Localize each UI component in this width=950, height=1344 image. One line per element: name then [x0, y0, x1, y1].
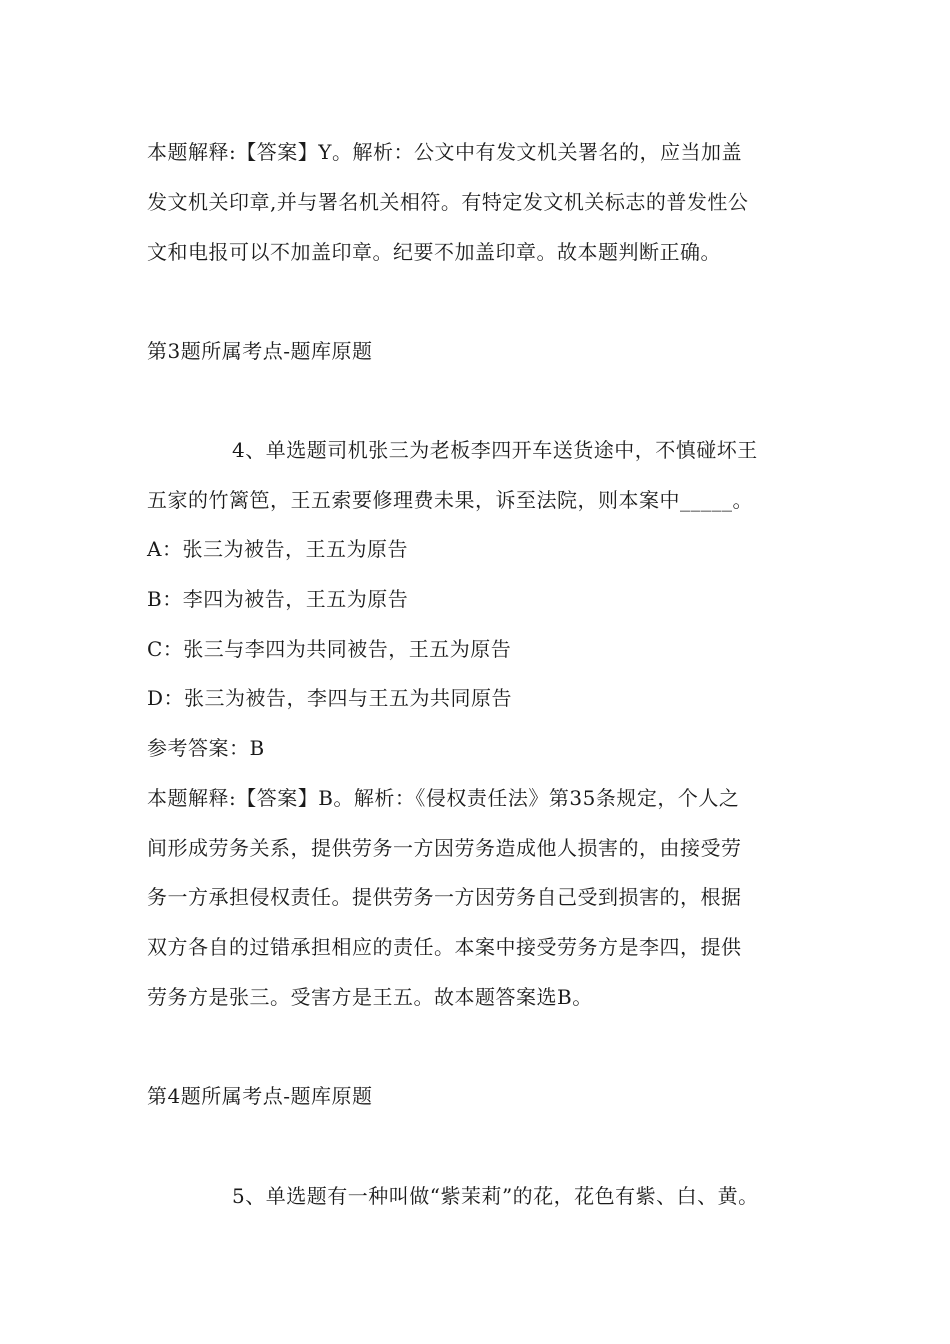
explanation-line: 劳务方是张三。受害方是王五。故本题答案选B。	[147, 985, 593, 1009]
option-c: C：张三与李四为共同被告，王五为原告	[147, 637, 512, 661]
explanation-line: 间形成劳务关系，提供劳务一方因劳务造成他人损害的，由接受劳	[147, 836, 742, 860]
explanation-line: 文和电报可以不加盖印章。纪要不加盖印章。故本题判断正确。	[147, 240, 721, 264]
topic-label: 第3题所属考点-题库原题	[147, 339, 373, 363]
explanation-line: 发文机关印章,并与署名机关相符。有特定发文机关标志的普发性公	[147, 190, 749, 214]
reference-answer: 参考答案：B	[147, 736, 265, 760]
question-stem: 4、单选题司机张三为老板李四开车送货途中，不慎碰坏王	[232, 438, 758, 462]
explanation-line: 本题解释:【答案】B。解析：《侵权责任法》第35条规定，个人之	[147, 786, 740, 810]
topic-label: 第4题所属考点-题库原题	[147, 1084, 373, 1108]
option-b: B：李四为被告，王五为原告	[147, 587, 409, 611]
explanation-line: 双方各自的过错承担相应的责任。本案中接受劳务方是李四，提供	[147, 935, 742, 959]
question-stem: 五家的竹篱笆，王五索要修理费未果，诉至法院，则本案中_____。	[147, 488, 753, 512]
question-stem: 5、单选题有一种叫做“紫茉莉”的花，花色有紫、白、黄。	[232, 1184, 759, 1208]
explanation-line: 务一方承担侵权责任。提供劳务一方因劳务自己受到损害的，根据	[147, 885, 742, 909]
option-a: A：张三为被告，王五为原告	[147, 537, 408, 561]
explanation-line: 本题解释:【答案】Y。解析：公文中有发文机关署名的，应当加盖	[147, 140, 742, 164]
option-d: D：张三为被告，李四与王五为共同原告	[147, 686, 513, 710]
